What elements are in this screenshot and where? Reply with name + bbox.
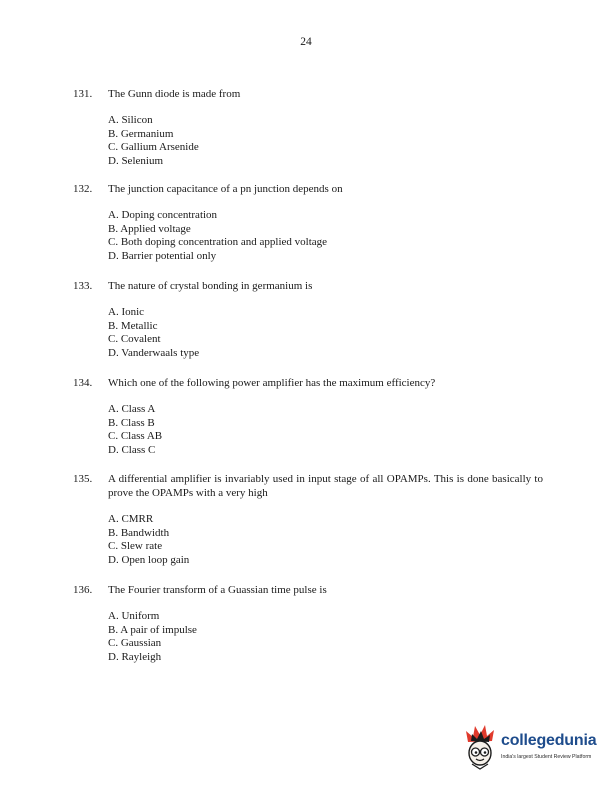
option-b: B. Applied voltage [108,222,191,235]
question-134 [73,376,543,458]
option-d: D. Selenium [108,155,163,168]
question-number: 131. [73,88,93,100]
question-number: 135. [73,473,93,485]
option-list [108,209,543,264]
option-a: A. Silicon [108,114,153,126]
option-c: C. Gaussian [108,637,162,650]
question-135 [73,472,543,568]
option-d: D. Barrier potential only [108,250,217,263]
question-text: The Fourier transform of a Guassian time pulse is [108,584,327,596]
option-list [108,403,543,458]
logo-tagline: India's largest Student Review Platform [501,754,592,760]
option-d: D. Open loop gain [108,554,190,567]
question-text: The Gunn diode is made from [108,88,241,100]
option-d: D. Rayleigh [108,651,162,664]
question-number: 136. [73,584,93,596]
option-b: B. Class B [108,416,155,429]
question-133 [73,279,543,361]
option-c: C. Gallium Arsenide [108,141,199,154]
option-a: A. CMRR [108,513,154,525]
option-b: B. A pair of impulse [108,623,197,636]
page-number: 24 [300,36,312,48]
option-d: D. Vanderwaals type [108,347,200,360]
logo-name: collegedunia [501,732,597,749]
option-c: C. Class AB [108,430,163,443]
question-text: The junction capacitance of a pn junction depends on [108,183,343,195]
mascot-icon [462,722,502,772]
option-list [108,513,543,568]
question-number: 134. [73,377,93,389]
option-d: D. Class C [108,444,156,457]
option-a: A. Ionic [108,306,145,318]
option-b: B. Germanium [108,127,174,140]
option-a: A. Uniform [108,610,160,622]
question-number: 132. [73,183,93,195]
option-list [108,306,543,361]
question-132 [73,182,543,264]
question-131 [73,87,543,169]
option-a: A. Class A [108,403,156,415]
option-list [108,114,543,169]
question-number: 133. [73,280,93,292]
question-text: The nature of crystal bonding in germanium is [108,280,313,292]
option-list [108,610,543,665]
option-b: B. Metallic [108,319,158,332]
option-a: A. Doping concentration [108,209,218,221]
question-text: Which one of the following power amplifier has the maximum efficiency? [108,377,436,389]
option-b: B. Bandwidth [108,526,170,539]
option-c: C. Both doping concentration and applied voltage [108,236,328,249]
question-text: A differential amplifier is invariably used in input stage of all OPAMPs. This is done basically to prove the OPAMPs with a very high [108,473,543,499]
question-136 [73,583,543,665]
option-c: C. Covalent [108,333,161,346]
option-c: C. Slew rate [108,540,163,553]
collegedunia-logo [462,722,604,772]
